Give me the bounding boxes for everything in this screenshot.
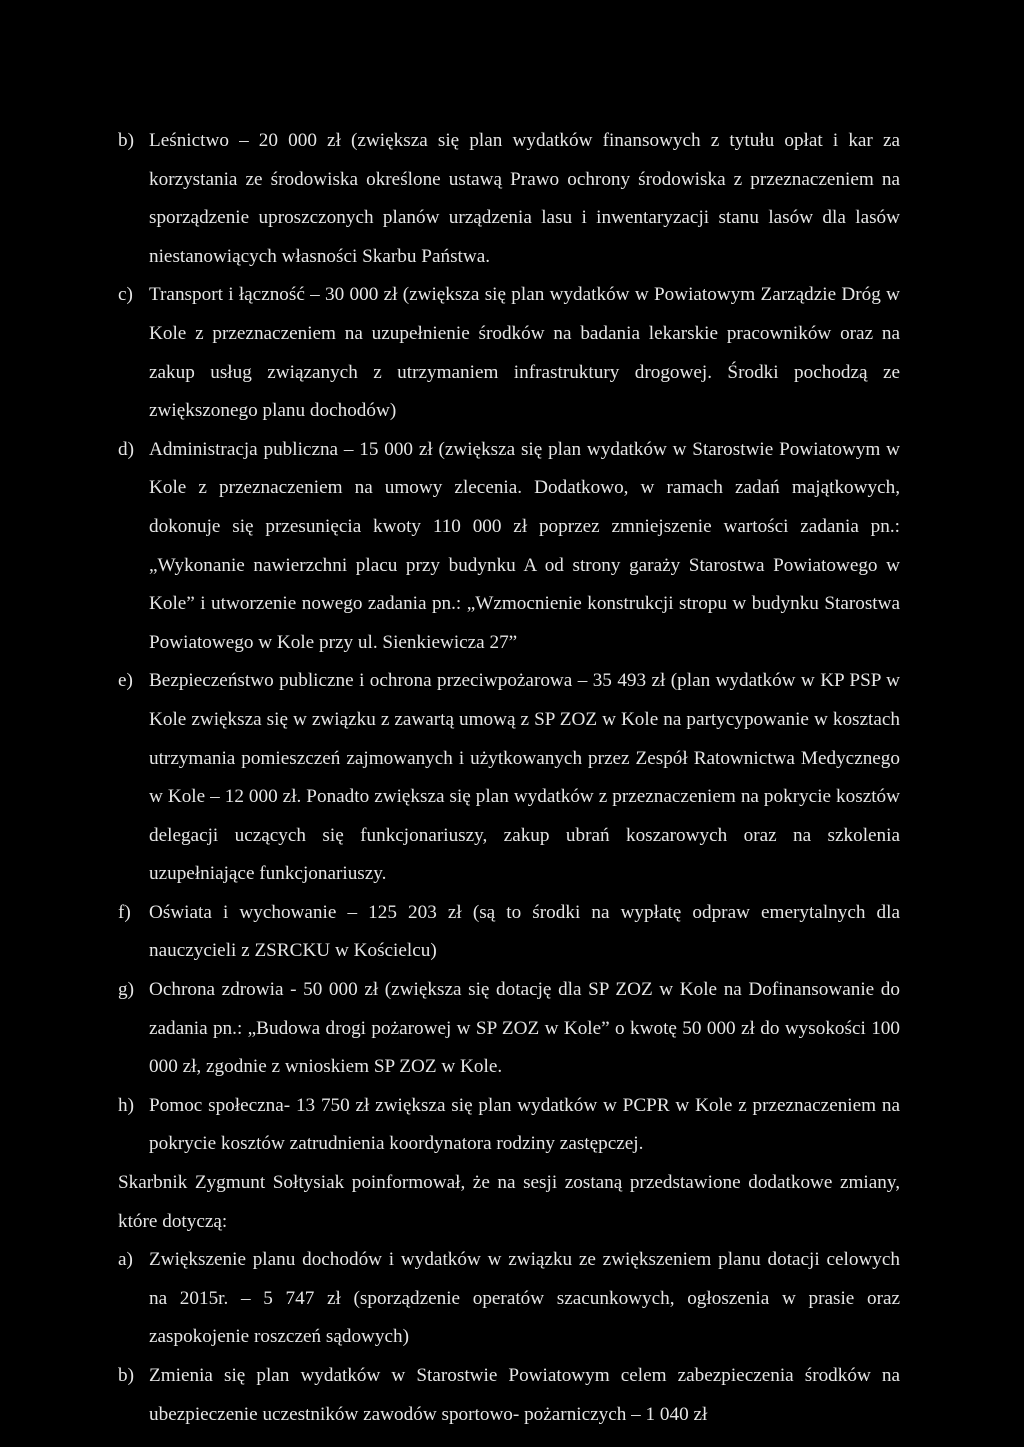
list-item-text: Oświata i wychowanie – 125 203 zł (są to środki na wypłatę odpraw emerytalnych dla nauczycieli z ZSRCKU w Kościelcu)	[149, 901, 900, 962]
list-item-letter: b)	[118, 1365, 134, 1386]
list-item-text: Leśnictwo – 20 000 zł (zwiększa się plan wydatków finansowych z tytułu opłat i kar za korzystania ze środowiska określone ustawą Prawo ochrony środowiska z przeznaczeniem na sporządzenie uproszczonych planów urządzenia lasu i inwentaryzacji stanu lasów dla lasów niestanowiących własności Skarbu Państwa.	[149, 130, 900, 267]
list-item-pomoc-spoleczna	[118, 1087, 900, 1164]
list-item-letter: c)	[118, 284, 133, 306]
list-item-lesnictwo	[118, 122, 900, 276]
list-item-text: Zwiększenie planu dochodów i wydatków w związku ze zwiększeniem planu dotacji celowych na 2015r. – 5 747 zł (sporządzenie operatów szacunkowych, ogłoszenia w prasie oraz zaspokojenie roszczeń sądowych)	[149, 1249, 900, 1348]
treasurer-paragraph: Skarbnik Zygmunt Sołtysiak poinformował, że na sesji zostaną przedstawione dodatkowe zmiany, które dotyczą:	[118, 1172, 900, 1232]
list-item-text: Pomoc społeczna- 13 750 zł zwiększa się plan wydatków w PCPR w Kole z przeznaczeniem na pokrycie kosztów zatrudnienia koordynatora rodziny zastępczej.	[149, 1094, 900, 1155]
list-item-text: Ochrona zdrowia - 50 000 zł (zwiększa się dotację dla SP ZOZ w Kole na Dofinansowanie do zadania pn.: „Budowa drogi pożarowej w SP ZOZ w Kole” o kwotę 50 000 zł do wysokości 100 000 zł, zgodnie z wnioskiem SP ZOZ w Kole.	[149, 979, 900, 1078]
list-item-letter: h)	[118, 1094, 134, 1116]
document-body	[118, 122, 900, 1434]
list-item-text: Bezpieczeństwo publiczne i ochrona przeciwpożarowa – 35 493 zł (plan wydatków w KP PSP w Kole zwiększa się w związku z zawartą umową z SP ZOZ w Kole na partycypowanie w kosztach utrzymania pomieszczeń zajmowanych i użytkowanych przez Zespół Ratownictwa Medycznego w Kole – 12 000 zł. Ponadto zwiększa się plan wydatków z przeznaczeniem na pokrycie kosztów delegacji uczących się funkcjonariuszy, zakup ubrań koszarowych oraz na szkolenia uzupełniające funkcjonariuszy.	[149, 670, 900, 885]
list-item-administracja	[118, 431, 900, 663]
list-item-letter: e)	[118, 670, 133, 692]
list-item-letter: a)	[118, 1249, 133, 1271]
list-item-letter: g)	[118, 979, 134, 1001]
list-item-letter: f)	[118, 901, 131, 923]
list-item-oswiata	[118, 894, 900, 971]
list-item-text: Transport i łączność – 30 000 zł (zwiększa się plan wydatków w Powiatowym Zarządzie Dróg w Kole z przeznaczeniem na uzupełnienie środków na badania lekarskie pracowników oraz na zakup usług związanych z utrzymaniem infrastruktury drogowej. Środki pochodzą ze zwiększonego planu dochodów)	[149, 284, 900, 422]
list-item-zmiana-planu	[118, 1357, 900, 1434]
list-item-text: Zmienia się plan wydatków w Starostwie Powiatowym celem zabezpieczenia środków na ubezpieczenie uczestników zawodów sportowo- pożarniczych – 1 040 zł	[149, 1365, 900, 1425]
list-item-text: Administracja publiczna – 15 000 zł (zwiększa się plan wydatków w Starostwie Powiatowym w Kole z przeznaczeniem na umowy zlecenia. Dodatkowo, w ramach zadań majątkowych, dokonuje się przesunięcia kwoty 110 000 zł poprzez zmniejszenie wartości zadania pn.: „Wykonanie nawierzchni placu przy budynku A od strony garaży Starostwa Powiatowego w Kole” i utworzenie nowego zadania pn.: „Wzmocnienie konstrukcji stropu w budynku Starostwa Powiatowego w Kole przy ul. Sienkiewicza 27”	[149, 438, 900, 653]
list-item-bezpieczenstwo	[118, 662, 900, 894]
list-item-letter: d)	[118, 438, 134, 460]
list-item-ochrona-zdrowia	[118, 971, 900, 1087]
list-item-zwiekszenie-planu	[118, 1241, 900, 1357]
list-item-transport	[118, 276, 900, 430]
list-item-letter: b)	[118, 130, 134, 151]
